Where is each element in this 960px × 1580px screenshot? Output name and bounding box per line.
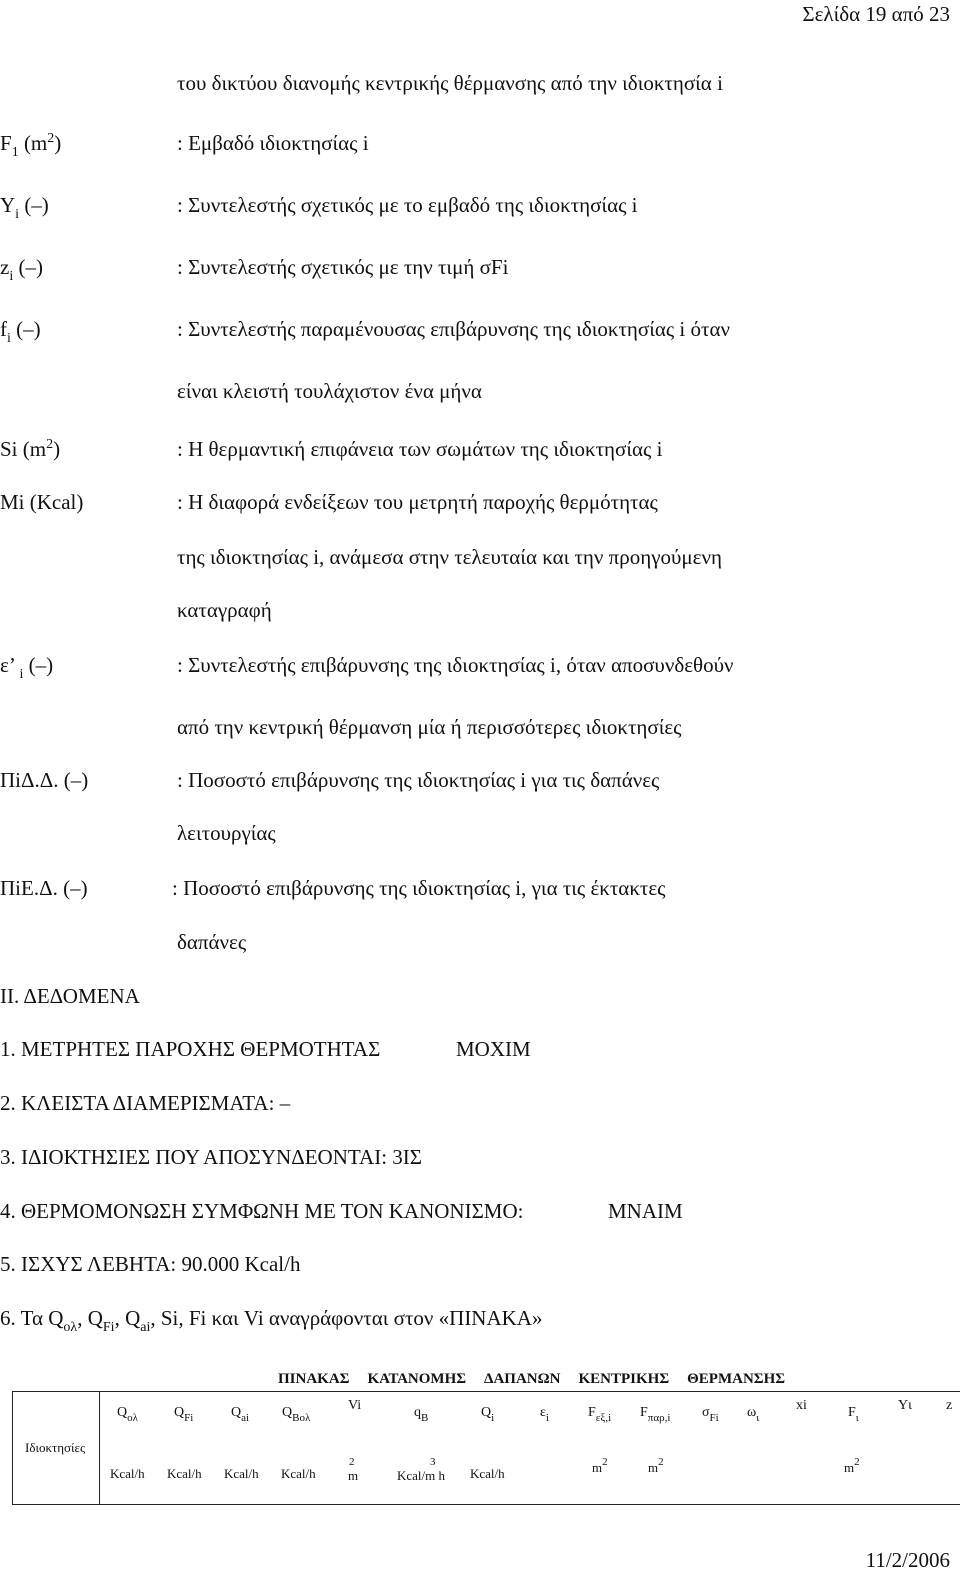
table-column-header (231, 1405, 250, 1424)
symbol-text: ) (53, 437, 61, 461)
column-symbol: σ (702, 1405, 710, 1420)
definition-description: : Συντελεστής σχετικός με το εμβαδό της ιδιοκτησίας i (177, 193, 638, 217)
table-column-unit (397, 1456, 446, 1484)
unit-text: Kcal/h (470, 1466, 505, 1481)
unit-text: Kcal/h (281, 1466, 316, 1481)
definition-description: : Συντελεστής επιβάρυνσης της ιδιοκτησίας i, όταν αποσυνδεθούν (177, 653, 734, 677)
table-column-header (640, 1405, 671, 1424)
data-item-1-value: ΜΟΧΙΜ (456, 1037, 531, 1061)
unit-text: Kcal/m h (397, 1468, 446, 1483)
column-subscript: i (545, 1412, 549, 1424)
symbol-text: z (0, 255, 10, 279)
symbol-sup: 2 (46, 437, 54, 452)
unit-text: m (348, 1468, 359, 1483)
column-subscript: Bολ (292, 1412, 311, 1424)
definition-symbol (0, 652, 53, 682)
column-symbol: q (414, 1405, 421, 1420)
symbol-text: Y (0, 193, 16, 217)
table-column-header (848, 1405, 859, 1424)
column-symbol: ω (747, 1405, 757, 1420)
definition-continuation: λειτουργίας (177, 821, 276, 845)
table-column-unit (648, 1456, 664, 1476)
data-item-4-value: ΜΝΑΙΜ (608, 1199, 683, 1223)
table-column-header (117, 1405, 138, 1424)
table-title-word: ΚΕΝΤΡΙΚΗΣ (578, 1371, 670, 1387)
data-item-3: 3. ΙΔΙΟΚΤΗΣΙΕΣ ΠΟΥ ΑΠΟΣΥΝΔΕΟΝΤΑΙ: 3ΙΣ (0, 1145, 422, 1169)
data-item-5: 5. ΙΣΧΥΣ ΛΕΒΗΤΑ: 90.000 Kcal/h (0, 1252, 301, 1276)
column-symbol: Q (117, 1405, 128, 1420)
unit-text: m (648, 1460, 659, 1475)
symbol-text: Mi (Kcal) (0, 490, 84, 514)
unit-superscript: 3 (430, 1456, 436, 1468)
column-subscript: Fi (709, 1412, 719, 1424)
definition-continuation: δαπάνες (177, 930, 247, 954)
symbol-text: (–) (19, 193, 49, 217)
item6-text: , Q (114, 1306, 141, 1330)
column-subscript: ολ (127, 1412, 138, 1424)
table-column-header (174, 1405, 194, 1424)
data-item-6 (0, 1305, 542, 1335)
column-symbol: Yι (898, 1398, 912, 1413)
unit-superscript: 2 (658, 1456, 664, 1468)
symbol-sub: i (15, 207, 20, 222)
table-column-unit (592, 1456, 608, 1476)
definition-symbol (0, 436, 60, 466)
unit-text: Kcal/h (167, 1466, 202, 1481)
symbol-text: (–) (13, 255, 43, 279)
symbol-text: (–) (10, 317, 41, 341)
symbol-text: ) (54, 131, 62, 155)
symbol-text: F (0, 131, 12, 155)
symbol-text: (m (18, 131, 48, 155)
definition-description: : Η διαφορά ενδείξεων του μετρητή παροχής θερμότητας (177, 490, 658, 514)
column-symbol: Vi (348, 1398, 362, 1413)
item6-sub: ai (140, 1320, 151, 1335)
unit-superscript: 2 (854, 1456, 860, 1468)
column-subscript: ι (855, 1412, 859, 1424)
definition-symbol (0, 130, 61, 160)
table-column-header (540, 1405, 549, 1424)
table-title-word: ΠΙΝΑΚΑΣ (278, 1371, 350, 1387)
table-column-header (282, 1405, 311, 1424)
column-symbol: ε (540, 1405, 546, 1420)
column-symbol: xi (796, 1398, 807, 1413)
table-title-word: ΘΕΡΜΑΝΣΗΣ (687, 1371, 786, 1387)
table-column-header (481, 1405, 495, 1424)
symbol-text: ε’ (0, 653, 20, 677)
definition-description: : Ποσοστό επιβάρυνσης της ιδιοκτησίας i για τις δαπάνες (177, 768, 660, 792)
symbol-sub: i (9, 269, 14, 284)
column-symbol: Q (282, 1405, 293, 1420)
data-item-1-label: 1. ΜΕΤΡΗΤΕΣ ΠΑΡΟΧΗΣ ΘΕΡΜΟΤΗΤΑΣ (0, 1037, 381, 1061)
column-symbol: F (640, 1405, 648, 1420)
table-title-word: ΚΑΤΑΝΟΜΗΣ (367, 1371, 467, 1387)
definition-continuation: από την κεντρική θέρμανση μία ή περισσότερες ιδιοκτησίες (177, 715, 682, 739)
column-symbol: F (588, 1405, 596, 1420)
footer-date: 11/2/2006 (865, 1548, 950, 1572)
column-subscript: ai (241, 1412, 250, 1424)
unit-text: m (844, 1460, 855, 1475)
table-divider (99, 1392, 100, 1504)
column-symbol: F (848, 1405, 856, 1420)
item6-sub: Fi (102, 1320, 115, 1335)
data-item-2: 2. ΚΛΕΙΣΤΑ ΔΙΑΜΕΡΙΣΜΑΤΑ: – (0, 1091, 291, 1115)
definition-symbol (0, 489, 83, 515)
definition-description: : Συντελεστής σχετικός με την τιμή σFi (177, 255, 509, 279)
symbol-sub: i (7, 331, 11, 346)
item6-text: , Q (77, 1306, 103, 1330)
table-column-header (414, 1405, 429, 1424)
table-column-header (702, 1405, 719, 1424)
symbol-sub: i (19, 667, 24, 682)
item6-sub: ολ (63, 1320, 78, 1335)
definition-description: : Συντελεστής παραμένουσας επιβάρυνσης της ιδιοκτησίας i όταν (177, 317, 730, 341)
column-symbol: z (946, 1398, 953, 1413)
column-subscript: παρ,i (647, 1412, 671, 1424)
table-column-unit (281, 1466, 316, 1482)
table-row-label: Ιδιοκτησίες (25, 1440, 86, 1455)
table-column-header (898, 1398, 912, 1414)
column-subscript: B (421, 1412, 429, 1424)
section-heading: ΙΙ. ΔΕΔΟΜΕΝΑ (0, 984, 140, 1008)
definition-symbol (0, 316, 41, 346)
unit-text: Kcal/h (110, 1466, 145, 1481)
symbol-sub: 1 (11, 145, 19, 160)
table-column-unit (224, 1466, 259, 1482)
definition-description: : Ποσοστό επιβάρυνσης της ιδιοκτησίας i, για τις έκτακτες (172, 876, 666, 900)
symbol-text: Si (m (0, 437, 47, 461)
definition-description: : Η θερμαντική επιφάνεια των σωμάτων της ιδιοκτησίας i (177, 437, 663, 461)
table-column-header (946, 1398, 952, 1414)
table-column-header (796, 1398, 807, 1414)
item6-text: 6. Τα Q (0, 1306, 64, 1330)
unit-superscript: 2 (602, 1456, 608, 1468)
symbol-sup: 2 (47, 131, 55, 146)
definition-continuation: είναι κλειστή τουλάχιστον ένα μήνα (177, 379, 482, 403)
table-column-header (588, 1405, 612, 1424)
symbol-text: ΠiΕ.Δ. (–) (0, 876, 88, 900)
definition-continuation: της ιδιοκτησίας i, ανάμεσα στην τελευταία και την προηγούμενη (177, 545, 722, 569)
table-column-header (348, 1398, 361, 1414)
definition-symbol (0, 767, 88, 793)
table-title (278, 1370, 803, 1388)
definition-symbol (0, 192, 49, 222)
table-column-unit (110, 1466, 145, 1482)
table-title-word: ΔΑΠΑΝΩΝ (484, 1371, 561, 1387)
table-column-header (747, 1405, 760, 1424)
intro-line: του δικτύου διανομής κεντρικής θέρμανσης από την ιδιοκτησία i (177, 71, 723, 95)
data-item-1 (0, 1036, 380, 1062)
column-subscript: i (491, 1412, 495, 1424)
definition-continuation: καταγραφή (177, 598, 272, 622)
column-subscript: ι (756, 1412, 760, 1424)
column-symbol: Q (481, 1405, 492, 1420)
symbol-text: (–) (23, 653, 54, 677)
page-number: Σελίδα 19 από 23 (802, 2, 950, 26)
table-column-unit (470, 1466, 505, 1482)
unit-superscript: 2 (349, 1456, 355, 1468)
definition-description: : Εμβαδό ιδιοκτησίας i (177, 131, 369, 155)
column-symbol: Q (174, 1405, 185, 1420)
table-column-unit (348, 1456, 359, 1484)
symbol-text: ΠiΔ.Δ. (–) (0, 768, 89, 792)
table-column-unit (167, 1466, 202, 1482)
column-symbol: Q (231, 1405, 242, 1420)
item6-text: , Si, Fi και Vi αναγράφονται στον «ΠΙΝΑΚΑ» (150, 1306, 543, 1330)
definition-symbol (0, 875, 88, 901)
symbol-text: f (0, 317, 7, 341)
unit-text: Kcal/h (224, 1466, 259, 1481)
column-subscript: εξ,i (595, 1412, 612, 1424)
column-subscript: Fi (184, 1412, 194, 1424)
definition-symbol (0, 254, 43, 284)
table-column-unit (844, 1456, 860, 1476)
data-item-4: 4. ΘΕΡΜΟΜΟΝΩΣΗ ΣΥΜΦΩΝΗ ΜΕ ΤΟΝ ΚΑΝΟΝΙΣΜΟ: (0, 1199, 524, 1223)
unit-text: m (592, 1460, 603, 1475)
